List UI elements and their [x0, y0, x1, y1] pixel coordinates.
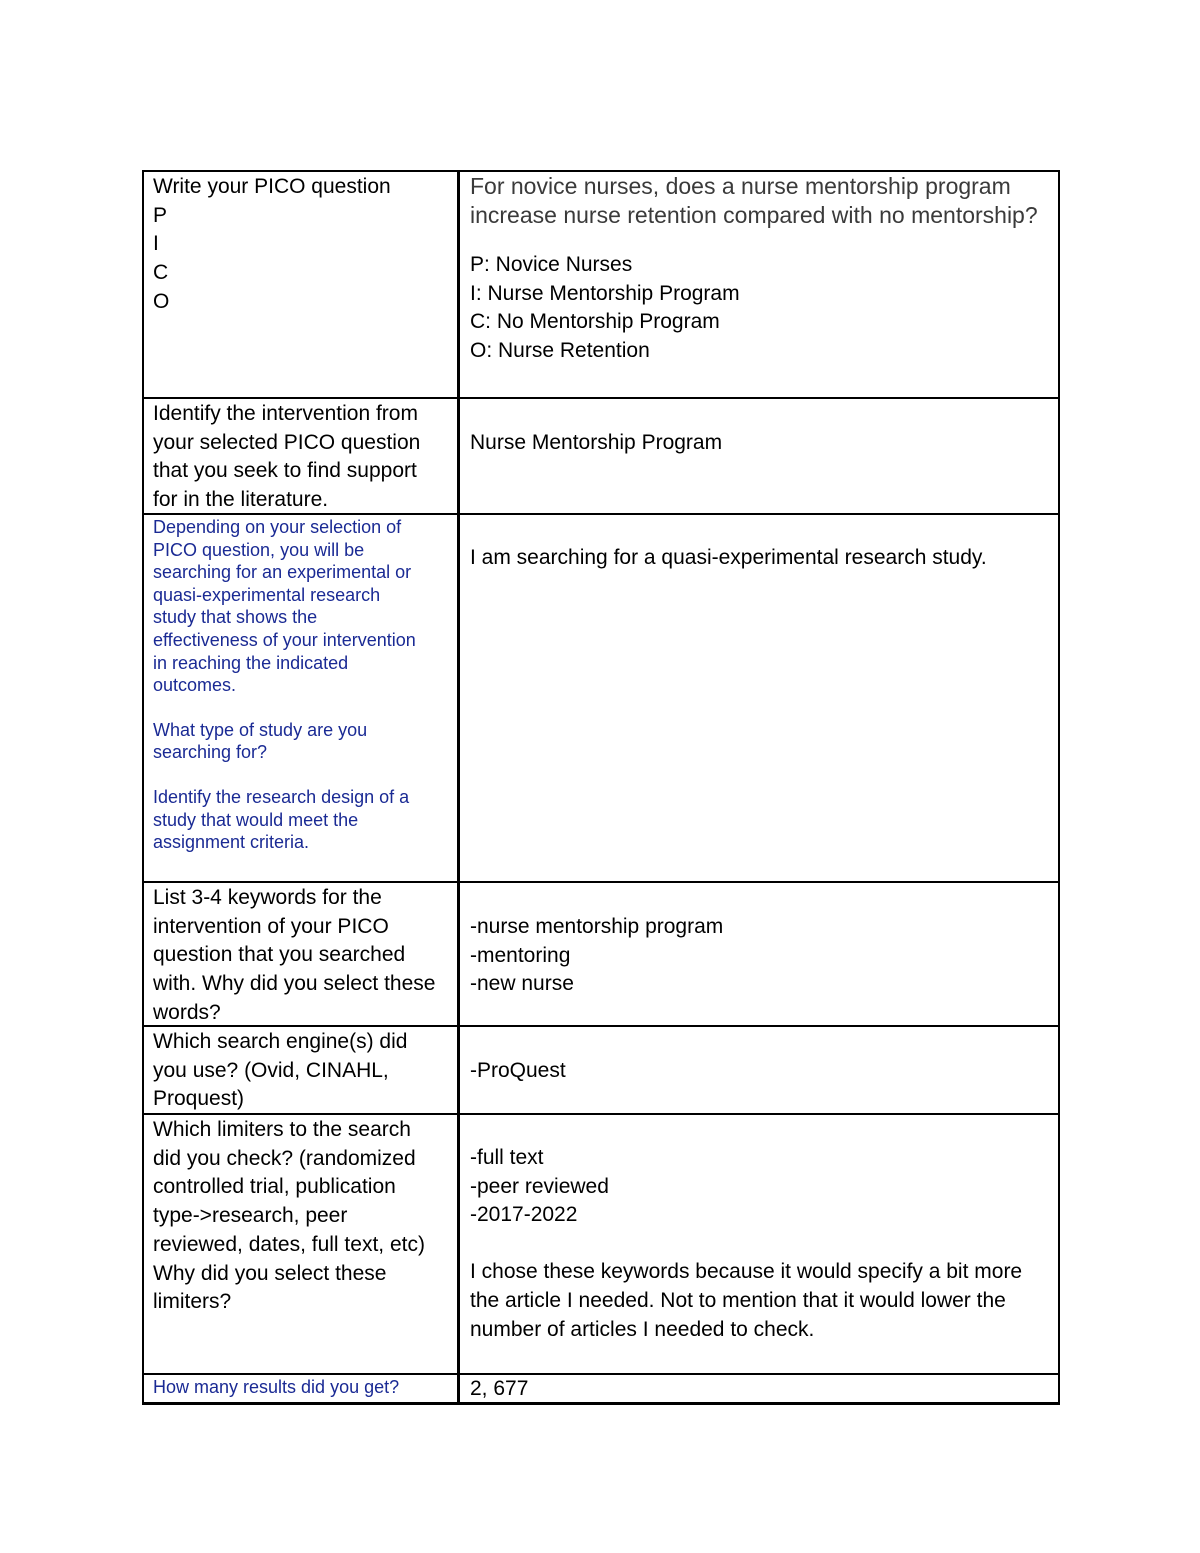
prompt-line: List 3-4 keywords for the: [153, 886, 382, 909]
prompt-line: How many results did you get?: [153, 1377, 400, 1397]
answer-line: Nurse Mentorship Program: [470, 431, 723, 454]
study-type-prompt-cell: [153, 516, 453, 854]
prompt-line: quasi-experimental research: [153, 584, 381, 605]
limiter-item: -peer reviewed: [470, 1174, 609, 1198]
limiter-item: -full text: [470, 1146, 544, 1169]
keyword-item: -mentoring: [470, 943, 571, 967]
pico-question-line: increase nurse retention compared with no mentorship?: [470, 201, 1038, 228]
pico-element: P: Novice Nurses: [470, 253, 633, 276]
pico-element: I: Nurse Mentorship Program: [470, 281, 740, 305]
answer-line: the article I needed. Not to mention that it would lower the: [470, 1288, 1006, 1312]
prompt-line: searching for an experimental or: [153, 562, 412, 583]
prompt-line: limiters?: [153, 1290, 232, 1314]
prompt-line: type->research, peer: [153, 1204, 348, 1228]
prompt-line: Write your PICO question: [153, 175, 391, 198]
prompt-line: for in the literature.: [153, 488, 329, 512]
answer-line: I am searching for a quasi-experimental research study.: [470, 546, 987, 569]
prompt-line: did you check? (randomized: [153, 1146, 416, 1170]
column-divider: [457, 170, 460, 1405]
keyword-item: -nurse mentorship program: [470, 915, 724, 938]
prompt-line: Identify the intervention from: [153, 402, 418, 425]
answer-line: number of articles I needed to check.: [470, 1317, 815, 1341]
prompt-line: in reaching the indicated: [153, 652, 349, 673]
prompt-line: assignment criteria.: [153, 832, 310, 853]
prompt-line: with. Why did you select these: [153, 972, 436, 996]
results-count: 2, 677: [470, 1377, 529, 1400]
limiter-item: -2017-2022: [470, 1203, 578, 1227]
table-border-left: [142, 170, 144, 1405]
limiters-answer-cell: [470, 1144, 1055, 1344]
prompt-line: Which limiters to the search: [153, 1118, 411, 1141]
prompt-line: controlled trial, publication: [153, 1175, 396, 1199]
answer-line: I chose these keywords because it would specify a bit more: [470, 1260, 1023, 1284]
prompt-line: O: [153, 289, 170, 313]
prompt-line: effectiveness of your intervention: [153, 629, 416, 650]
prompt-line: PICO question, you will be: [153, 539, 365, 560]
prompt-line: Which search engine(s) did: [153, 1030, 408, 1053]
pico-element: O: Nurse Retention: [470, 339, 650, 363]
pico-element: C: No Mentorship Program: [470, 310, 720, 334]
prompt-line: your selected PICO question: [153, 430, 421, 454]
prompt-line: Depending on your selection of: [153, 517, 402, 537]
keywords-prompt-cell: [153, 884, 453, 1028]
pico-worksheet-table: [142, 170, 1060, 1405]
keywords-answer-cell: [470, 913, 1055, 999]
row-divider: [142, 397, 1060, 399]
pico-question-line: For novice nurses, does a nurse mentorship program: [470, 173, 1011, 199]
prompt-line: Why did you select these: [153, 1261, 387, 1285]
search-engine-prompt-cell: [153, 1028, 453, 1114]
pico-answer-cell: [470, 172, 1055, 366]
table-border-right: [1058, 170, 1060, 1405]
prompt-line: P: [153, 203, 168, 227]
prompt-line: I: [153, 232, 159, 256]
study-type-answer-cell: [470, 544, 1055, 573]
prompt-line: study that shows the: [153, 607, 318, 628]
prompt-line: What type of study are you: [153, 719, 368, 740]
prompt-line: study that would meet the: [153, 809, 359, 830]
prompt-line: you use? (Ovid, CINAHL,: [153, 1058, 389, 1082]
prompt-line: reviewed, dates, full text, etc): [153, 1232, 425, 1256]
prompt-line: Identify the research design of a: [153, 786, 410, 807]
prompt-line: question that you searched: [153, 943, 406, 967]
results-answer-cell: [470, 1375, 1055, 1404]
limiters-prompt-cell: [153, 1116, 453, 1317]
prompt-line: that you seek to find support: [153, 459, 417, 483]
prompt-line: searching for?: [153, 742, 268, 763]
prompt-line: outcomes.: [153, 675, 237, 696]
answer-line: -ProQuest: [470, 1059, 566, 1082]
results-prompt-cell: [153, 1376, 453, 1399]
prompt-line: intervention of your PICO: [153, 914, 389, 938]
prompt-line: C: [153, 261, 169, 285]
row-divider: [142, 881, 1060, 883]
intervention-answer-cell: [470, 429, 1055, 458]
keyword-item: -new nurse: [470, 972, 574, 996]
pico-prompt-cell: [153, 173, 453, 317]
intervention-prompt-cell: [153, 400, 453, 515]
search-engine-answer-cell: [470, 1057, 1055, 1086]
prompt-line: words?: [153, 1000, 221, 1024]
prompt-line: Proquest): [153, 1087, 245, 1111]
